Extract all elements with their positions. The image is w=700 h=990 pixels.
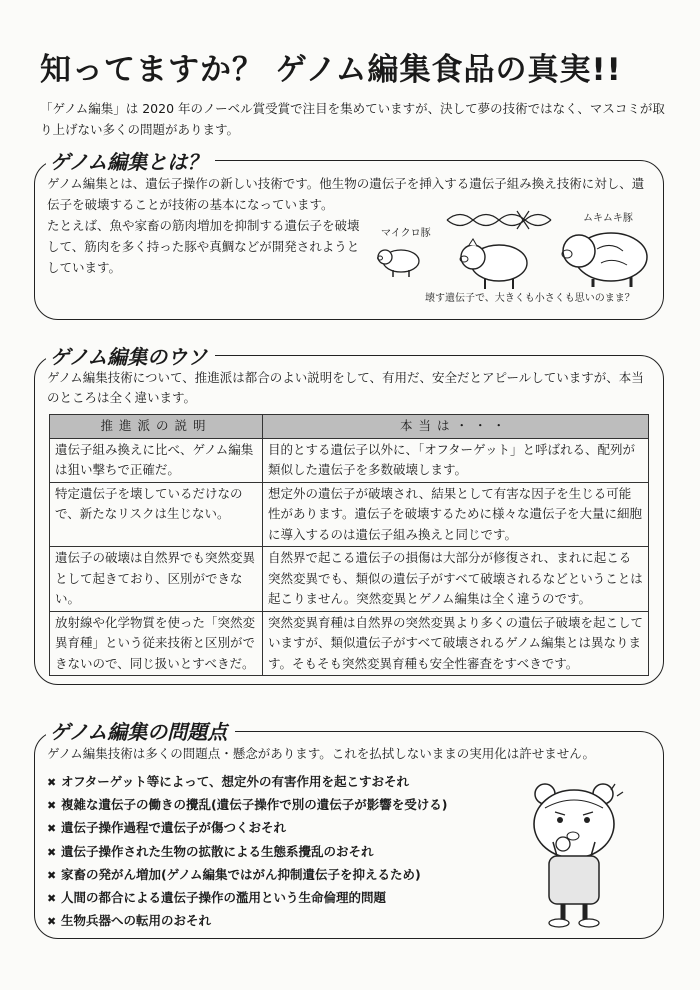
col-header-truth: 本当は・・・ (263, 415, 649, 439)
truth-cell: 自然界で起こる遺伝子の損傷は大部分が修復され、まれに起こる突然変異でも、類似の遺伝子がすべて破壊されるなどということは起こりません。突然変異とゲノム編集は全く違うのです。 (263, 547, 649, 612)
cross-icon: ✖ (47, 845, 57, 859)
list-item: ✖ 生物兵器への転用のおそれ (47, 909, 447, 932)
muscle-pig-icon (557, 221, 653, 289)
section3-intro: ゲノム編集技術は多くの問題点・懸念があります。これを払拭しないままの実用化は許せません。 (47, 746, 596, 761)
claim-cell: 放射線や化学物質を使った「突然変異育種」という従来技術と区別ができないので、同じ扱いとすべきだ。 (50, 611, 263, 676)
illustration-caption: 壊す遺伝子で、大きくも小さくも思いのまま？ (425, 293, 635, 304)
truth-cell: 目的とする遺伝子以外に、「オフターゲット」と呼ばれる、配列が類似した遺伝子を多数破壊します。 (263, 438, 649, 482)
hamster-mascot-icon (515, 772, 633, 932)
cross-icon: ✖ (47, 891, 57, 905)
claim-cell: 特定遺伝子を壊しているだけなので、新たなリスクは生じない。 (50, 482, 263, 547)
cross-icon: ✖ (47, 799, 57, 813)
section1-text-full: ゲノム編集とは、遺伝子操作の新しい技術です。他生物の遺伝子を挿入する遺伝子組み換え技術に対し、遺伝子を破壊することが技術の基本になっています。 (47, 176, 645, 212)
claim-cell: 遺伝子の破壊は自然界でも突然変異として起きており、区別ができない。 (50, 547, 263, 612)
list-item: ✖ 複雑な遺伝子の働きの攪乱(遺伝子操作で別の遺伝子が影響を受ける) (47, 793, 447, 816)
list-item: ✖ 遺伝子操作された生物の拡散による生態系攪乱のおそれ (47, 840, 447, 863)
table-row (50, 438, 649, 482)
muscle-pig-label: ムキムキ豚 (583, 213, 633, 224)
cross-icon: ✖ (47, 776, 57, 789)
section1-heading: ゲノム編集とは？ (46, 146, 215, 175)
truth-cell: 突然変異育種は自然界の突然変異より多くの遺伝子破壊を起こしていますが、類似遺伝子がすべて破壊されるゲノム編集とは異なります。そもそも突然変異育種も安全性審査をすべきです。 (263, 611, 649, 676)
cross-icon: ✖ (47, 915, 57, 929)
section2-heading: ゲノム編集のウソ (46, 341, 215, 370)
cross-icon: ✖ (47, 868, 57, 882)
cross-icon: ✖ (47, 822, 57, 836)
list-item: ✖ 遺伝子操作過程で遺伝子が傷つくおそれ (47, 816, 447, 839)
section2-box (34, 355, 664, 685)
pig-icon (455, 231, 535, 293)
section2-intro: ゲノム編集技術について、推進派は都合のよい説明をして、有用だ、安全だとアピールしていますが、本当のところは全く違います。 (47, 370, 644, 405)
dna-icon (445, 209, 555, 231)
table-row (50, 611, 649, 676)
claim-cell: 遺伝子組み換えに比べ、ゲノム編集は狙い撃ちで正確だ。 (50, 438, 263, 482)
comparison-table (49, 414, 649, 676)
table-header-row (50, 415, 649, 439)
section1-text-narrow: たとえば、魚や家畜の筋肉増加を抑制する遺伝子を破壊して、筋肉を多く持った豚や真鯛などが開発されようとしています。 (47, 218, 360, 275)
truth-cell: 想定外の遺伝子が破壊され、結果として有害な因子を生じる可能性があります。遺伝子を破壊するために様々な遺伝子を大量に細胞に導入するのは遺伝子組み換えと同じです。 (263, 482, 649, 547)
small-pig-label: マイクロ豚 (381, 228, 431, 239)
page-title: 知ってますか？ ゲノム編集食品の真実!! (40, 52, 622, 88)
col-header-claim: 推進派の説明 (50, 415, 263, 439)
table-row (50, 482, 649, 547)
section3-box (34, 731, 664, 939)
small-pig-icon (375, 237, 425, 279)
section1-box (34, 160, 664, 320)
list-item: ✖ 家畜の発がん増加(ゲノム編集ではがん抑制遺伝子を抑えるため) (47, 863, 447, 886)
problem-list (47, 770, 447, 932)
section3-heading: ゲノム編集の問題点 (46, 716, 235, 745)
intro-text: 「ゲノム編集」は 2020 年のノーベル賞受賞で注目を集めていますが、決して夢の技術ではなく、マスコミが取り上げない多くの問題があります。 (40, 101, 665, 137)
table-row (50, 547, 649, 612)
list-item: ✖ オフターゲット等によって、想定外の有害作用を起こすおそれ (47, 770, 447, 793)
list-item: ✖ 人間の都合による遺伝子操作の濫用という生命倫理的問題 (47, 886, 447, 909)
